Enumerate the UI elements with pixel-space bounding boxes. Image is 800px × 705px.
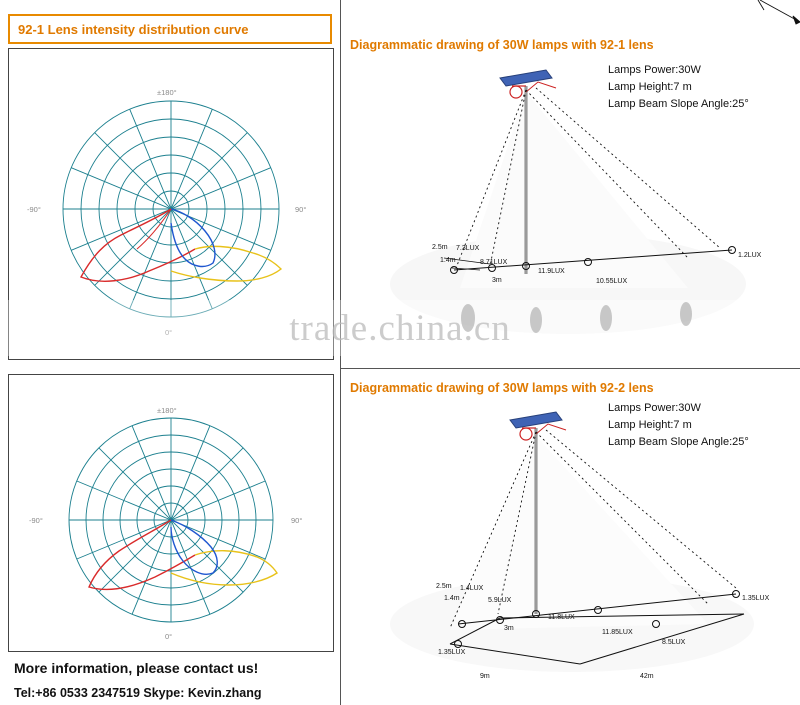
lux-label-2-7: 1.35LUX <box>438 649 466 656</box>
spec-angle-2: Lamp Beam Slope Angle:25° <box>608 436 749 448</box>
polar-label-right-2: 90° <box>291 516 303 525</box>
lux-label-2-3: 11.8LUX <box>548 614 575 621</box>
lux-label-1-4: 10.55LUX <box>596 278 628 285</box>
spec-angle-1: Lamp Beam Slope Angle:25° <box>608 98 749 110</box>
watermark-band <box>0 300 800 356</box>
watermark-text: trade.china.cn <box>289 307 511 349</box>
dim-label-1-3: 3m <box>492 277 502 284</box>
lux-label-2-4: 11.85LUX <box>602 629 633 636</box>
polar-label-left-2: -90° <box>29 516 43 525</box>
top-diagram-fragment <box>680 0 800 34</box>
lamp-scene-2 <box>340 392 800 692</box>
polar-label-bottom-1: 0° <box>165 328 173 337</box>
diagram-title-1: Diagrammatic drawing of 30W lamps with 92-1 lens <box>350 38 654 52</box>
lens-curve-title-box <box>8 14 332 44</box>
contact-details: Tel:+86 0533 2347519 Skype: Kevin.zhang <box>14 686 262 700</box>
dim-label-2-5: 42m <box>640 673 654 680</box>
lens-curve-title: 92-1 Lens intensity distribution curve <box>18 21 249 37</box>
dim-label-2-1: 2.5m <box>436 583 452 590</box>
lux-label-1-2: 8.71LUX <box>480 259 508 266</box>
spec-power-1: Lamps Power:30W <box>608 64 701 76</box>
lux-label-2-2: 5.9LUX <box>488 597 512 604</box>
lux-label-1-3: 11.9LUX <box>538 268 565 275</box>
lux-label-1-1: 7.3LUX <box>456 245 480 252</box>
dim-label-2-2: 1.4m <box>444 595 460 602</box>
lux-label-1-5: 1.2LUX <box>738 252 762 259</box>
dim-label-1-1: 2.5m <box>432 244 448 251</box>
diagram-title-2: Diagrammatic drawing of 30W lamps with 92-2 lens <box>350 381 654 395</box>
contact-heading: More information, please contact us! <box>14 660 259 676</box>
polar-label-top-2: ±180° <box>157 406 177 415</box>
dim-label-2-3: 3m <box>504 625 514 632</box>
dim-label-2-4: 9m <box>480 673 490 680</box>
lux-label-2-6: 1.35LUX <box>742 595 770 602</box>
lux-label-2-1: 1.4LUX <box>460 585 484 592</box>
dim-label-1-2: 1.4m <box>440 257 456 264</box>
polar-chart-92-2 <box>8 374 334 652</box>
spec-height-2: Lamp Height:7 m <box>608 419 692 431</box>
spec-power-2: Lamps Power:30W <box>608 402 701 414</box>
polar-label-top-1: ±180° <box>157 88 177 97</box>
spec-height-1: Lamp Height:7 m <box>608 81 692 93</box>
lux-label-2-5: 8.5LUX <box>662 639 686 646</box>
polar-label-bottom-2: 0° <box>165 632 173 641</box>
polar-label-left-1: -90° <box>27 205 41 214</box>
polar-label-right-1: 90° <box>295 205 307 214</box>
